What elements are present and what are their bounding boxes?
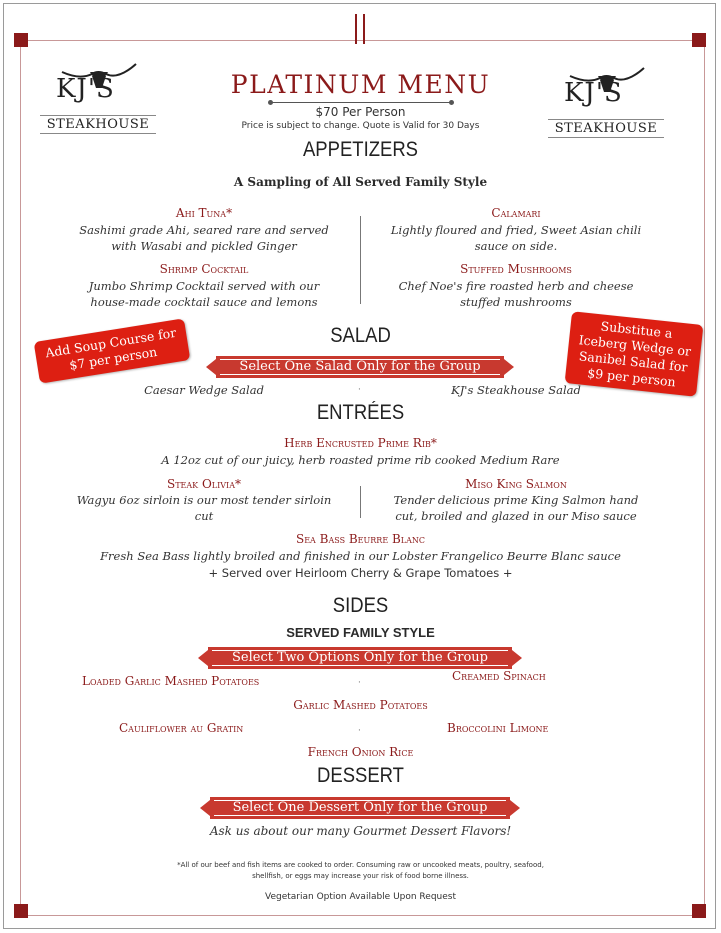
entree-desc: Fresh Sea Bass lightly broiled and finished in our Lobster Frangelico Beurre Blanc sauce <box>100 549 621 563</box>
appetizer-name: Calamari <box>491 206 541 220</box>
title-divider <box>271 102 451 103</box>
entree-name: Miso King Salmon <box>465 477 567 491</box>
entree-name: Sea Bass Beurre Blanc <box>295 532 425 546</box>
logo-subtitle: STEAKHOUSE <box>40 115 156 134</box>
side-item: Broccolini Limone <box>447 721 549 735</box>
side-item: Cauliflower au Gratin <box>119 721 244 735</box>
appetizer-desc: Jumbo Shrimp Cocktail served with our house-made cocktail sauce and lemons <box>88 279 320 309</box>
dessert-banner-text: Select One Dessert Only for the Group <box>232 800 488 815</box>
appetizer-desc: Chef Noe's fire roasted herb and cheese stuffed mushrooms <box>398 279 634 309</box>
entree-desc: Tender delicious prime King Salmon hand cut, broiled and glazed in our Miso sauce <box>393 493 639 523</box>
price-per-person: $70 Per Person <box>315 105 406 119</box>
column-divider <box>360 486 361 518</box>
appetizer-desc: Lightly floured and fried, Sweet Asian chili sauce on side. <box>390 223 642 253</box>
appetizer-name: Stuffed Mushrooms <box>460 262 572 276</box>
entree-name: Herb Encrusted Prime Rib* <box>284 436 437 450</box>
section-heading-appetizers: APPETIZERS <box>302 138 419 161</box>
salad-option: KJ's Steakhouse Salad <box>451 383 581 397</box>
corner-ornament <box>14 33 28 47</box>
section-heading-dessert: DESSERT <box>317 764 404 787</box>
price-note: Price is subject to change. Quote is Valid for 30 Days <box>241 121 480 131</box>
corner-ornament <box>692 904 706 918</box>
salad-banner <box>216 356 504 378</box>
menu-title: PLATINUM MENU <box>230 70 491 99</box>
appetizer-name: Shrimp Cocktail <box>159 262 249 276</box>
entree-name: Steak Olivia* <box>167 477 241 491</box>
side-item: French Onion Rice <box>307 745 414 759</box>
entree-desc: A 12oz cut of our juicy, herb roasted prime rib cooked Medium Rare <box>161 453 560 467</box>
logo-subtitle: STEAKHOUSE <box>548 119 664 138</box>
salad-substitute-badge: Substitue a Iceberg Wedge or Sanibel Salad for $9 per person <box>565 311 704 396</box>
top-ornament <box>352 14 368 44</box>
salad-banner-text: Select One Salad Only for the Group <box>239 359 481 374</box>
food-safety-disclaimer: shellfish, or eggs may increase your risk of food borne illness. <box>252 872 469 880</box>
logo-brand: KJ'S <box>564 78 623 108</box>
corner-ornament <box>14 904 28 918</box>
side-item: Creamed Spinach <box>452 669 546 683</box>
appetizers-subheading: A Sampling of All Served Family Style <box>233 175 488 189</box>
section-heading-salad: SALAD <box>330 324 391 347</box>
separator-dot: · <box>358 385 361 395</box>
appetizer-desc: Sashimi grade Ahi, seared rare and served with Wasabi and pickled Ginger <box>79 223 329 253</box>
side-item: Loaded Garlic Mashed Potatoes <box>82 674 260 688</box>
corner-ornament <box>692 33 706 47</box>
separator-dot: · <box>358 678 361 688</box>
soup-addon-badge: Add Soup Course for $7 per person <box>34 318 191 383</box>
appetizer-name: Ahi Tuna* <box>175 206 233 220</box>
column-divider <box>360 216 361 304</box>
entree-desc: Wagyu 6oz sirloin is our most tender sirloin cut <box>76 493 332 523</box>
sides-banner-text: Select Two Options Only for the Group <box>232 650 488 665</box>
logo-brand: KJ'S <box>56 74 115 104</box>
sides-banner <box>208 647 512 669</box>
food-safety-disclaimer: *All of our beef and fish items are cooked to order. Consuming raw or uncooked meats, poultry, seafood, <box>177 861 544 869</box>
sides-subheading: SERVED FAMILY STYLE <box>286 625 435 640</box>
salad-option: Caesar Wedge Salad <box>144 383 264 397</box>
entree-extra: + Served over Heirloom Cherry & Grape Tomatoes + <box>208 566 513 580</box>
dessert-banner <box>210 797 510 819</box>
dessert-desc: Ask us about our many Gourmet Dessert Flavors! <box>209 824 512 838</box>
section-heading-entrees: ENTRÉES <box>316 401 405 424</box>
vegetarian-note: Vegetarian Option Available Upon Request <box>265 892 456 902</box>
separator-dot: · <box>358 726 361 736</box>
section-heading-sides: SIDES <box>332 594 389 617</box>
side-item: Garlic Mashed Potatoes <box>293 698 428 712</box>
